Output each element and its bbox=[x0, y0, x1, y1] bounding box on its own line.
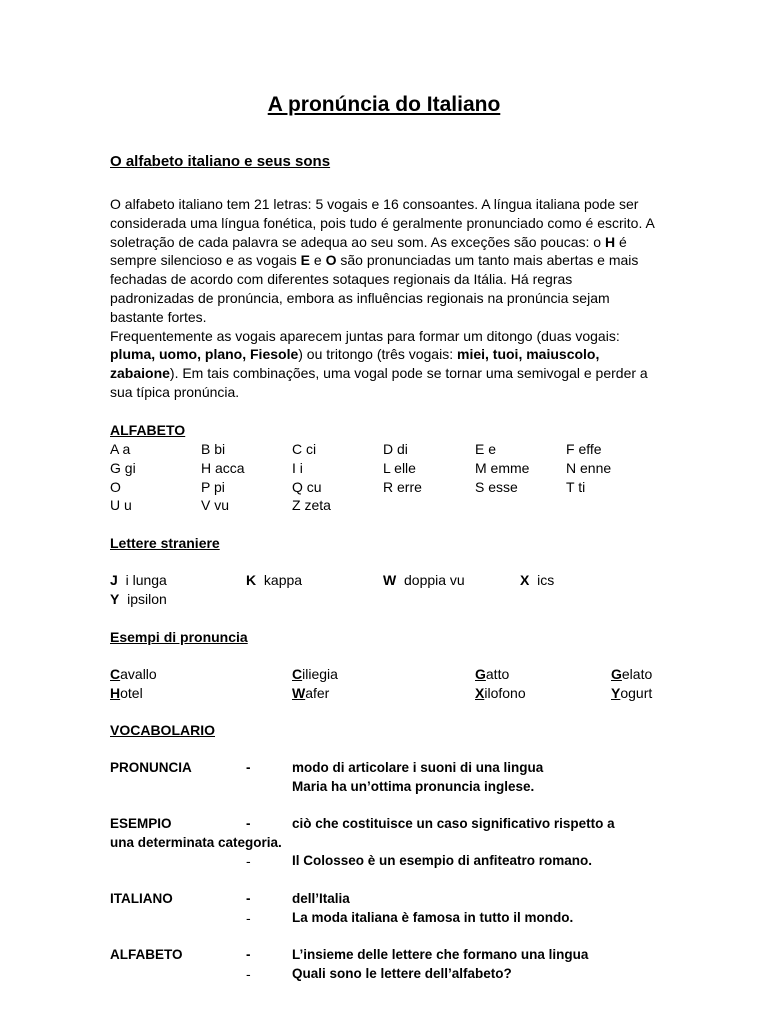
straniere-item bbox=[520, 571, 554, 589]
esempio-initial: G bbox=[475, 666, 486, 682]
alfabeto-cell: D di bbox=[383, 441, 408, 457]
foreign-letter: X bbox=[520, 572, 530, 588]
vocab-dash: - bbox=[246, 966, 251, 982]
vocab-example: Maria ha un’ottima pronuncia inglese. bbox=[292, 779, 535, 794]
esempio-rest: elato bbox=[621, 666, 653, 682]
alfabeto-cell: E e bbox=[475, 441, 497, 457]
straniere-heading: Lettere straniere bbox=[110, 535, 220, 551]
alfabeto-cell: B bi bbox=[201, 441, 226, 457]
esempi-heading: Esempi di pronuncia bbox=[110, 629, 248, 645]
straniere-item bbox=[110, 590, 167, 608]
alfabeto-cell: U u bbox=[110, 497, 132, 513]
vocab-definition: ciò che costituisce un caso significativo rispetto a bbox=[292, 816, 615, 831]
foreign-letter: J bbox=[110, 572, 118, 588]
vocab-example: Quali sono le lettere dell’alfabeto? bbox=[292, 966, 512, 981]
intro-text-segment: são pronunciadas um tanto mais abertas e mais fechadas de acordo com diferentes sotaques regionais da Itália. Há regras padronizadas de pronúncia, embora as influências regionais na pronúncia sejam bastante fortes. bbox=[110, 252, 639, 325]
esempio-word bbox=[475, 665, 509, 683]
alfabeto-cell: R erre bbox=[383, 479, 422, 495]
vocab-term: ITALIANO bbox=[110, 891, 173, 906]
intro-text-segment: ). Em tais combinações, uma vogal pode se tornar uma semivogal e perder a sua típica pronúncia. bbox=[110, 365, 648, 400]
foreign-letter: W bbox=[383, 572, 397, 588]
foreign-letter: Y bbox=[110, 591, 120, 607]
vocab-definition: dell’Italia bbox=[292, 891, 350, 906]
alfabeto-cell: T ti bbox=[566, 479, 586, 495]
alfabeto-cell: L elle bbox=[383, 460, 416, 476]
esempio-word bbox=[611, 684, 652, 702]
alfabeto-cell: Q cu bbox=[292, 479, 322, 495]
esempio-initial: W bbox=[292, 685, 306, 701]
esempio-initial: C bbox=[110, 666, 121, 682]
foreign-letter-name: ipsilon bbox=[127, 591, 167, 607]
letter-o-bold: O bbox=[325, 252, 337, 269]
straniere-item bbox=[246, 571, 302, 589]
vocab-definition-cont: una determinata categoria. bbox=[110, 835, 282, 850]
esempio-rest: atto bbox=[485, 666, 510, 682]
foreign-letter-name: ics bbox=[537, 572, 555, 588]
trittongo-examples: miei, tuoi, maiuscolo, zabaione bbox=[110, 346, 600, 382]
vocab-dash: - bbox=[246, 910, 251, 926]
vocabolario-heading: VOCABOLARIO bbox=[110, 722, 215, 738]
intro-text-segment: Frequentemente as vogais aparecem juntas para formar um ditongo (duas vogais: bbox=[110, 327, 620, 344]
esempio-initial: H bbox=[110, 685, 121, 701]
vocab-dash: - bbox=[246, 891, 251, 906]
foreign-letter-name: doppia vu bbox=[404, 572, 465, 588]
letter-e-bold: E bbox=[300, 252, 310, 269]
esempio-initial: C bbox=[292, 666, 303, 682]
vocab-dash: - bbox=[246, 853, 251, 869]
alfabeto-cell: C ci bbox=[292, 441, 317, 457]
alfabeto-heading: ALFABETO bbox=[110, 422, 186, 438]
alfabeto-cell: P pi bbox=[201, 479, 225, 495]
esempio-word bbox=[110, 684, 143, 702]
esempio-rest: avallo bbox=[120, 666, 157, 682]
vocab-example: Il Colosseo è un esempio di anfiteatro romano. bbox=[292, 853, 593, 868]
letter-h-bold: H bbox=[604, 233, 616, 250]
intro-paragraph-2 bbox=[110, 327, 658, 402]
esempio-initial: Y bbox=[611, 685, 621, 701]
esempio-initial: X bbox=[475, 685, 485, 701]
esempio-initial: G bbox=[611, 666, 622, 682]
esempio-rest: otel bbox=[120, 685, 143, 701]
alfabeto-cell: I i bbox=[292, 460, 303, 476]
alfabeto-cell: S esse bbox=[475, 479, 518, 495]
esempio-word bbox=[292, 665, 338, 683]
vocab-term: ESEMPIO bbox=[110, 816, 172, 831]
esempio-word bbox=[292, 684, 329, 702]
esempio-rest: ogurt bbox=[620, 685, 653, 701]
esempio-rest: iliegia bbox=[302, 666, 338, 682]
alfabeto-cell: V vu bbox=[201, 497, 230, 513]
straniere-item bbox=[110, 571, 167, 589]
intro-text-segment: é sempre silencioso e as vogais bbox=[110, 233, 627, 269]
vocab-definition: modo di articolare i suoni di una lingua bbox=[292, 760, 544, 775]
vocab-term: PRONUNCIA bbox=[110, 760, 192, 775]
intro-text-segment: e bbox=[310, 252, 326, 269]
esempio-word bbox=[110, 665, 157, 683]
section-subtitle: O alfabeto italiano e seus sons bbox=[110, 153, 331, 170]
alfabeto-cell: F effe bbox=[566, 441, 602, 457]
page-title: A pronúncia do Italiano bbox=[267, 93, 501, 116]
alfabeto-cell: N enne bbox=[566, 460, 612, 476]
esempio-word bbox=[475, 684, 526, 702]
esempio-word bbox=[611, 665, 652, 683]
intro-text-segment: O alfabeto italiano tem 21 letras: 5 vogais e 16 consoantes. A língua italiana pode ser considerada uma língua fonética, pois tudo é geralmente pronunciado como é escrito. A soletração de cada palavra se adequa ao seu som. As exceções são poucas: o bbox=[110, 196, 655, 250]
vocab-example: La moda italiana è famosa in tutto il mondo. bbox=[292, 910, 574, 925]
straniere-item bbox=[383, 571, 465, 589]
alfabeto-cell: M emme bbox=[475, 460, 530, 476]
alfabeto-cell: A a bbox=[110, 441, 131, 457]
vocab-dash: - bbox=[246, 816, 251, 831]
intro-paragraph-1 bbox=[110, 195, 658, 327]
intro-text-segment: ) ou tritongo (três vogais: bbox=[298, 346, 457, 363]
esempio-rest: afer bbox=[305, 685, 330, 701]
foreign-letter: K bbox=[246, 572, 257, 588]
alfabeto-cell: H acca bbox=[201, 460, 245, 476]
alfabeto-cell: O bbox=[110, 479, 121, 495]
alfabeto-cell: Z zeta bbox=[292, 497, 331, 513]
vocab-definition: L’insieme delle lettere che formano una lingua bbox=[292, 947, 589, 962]
foreign-letter-name: i lunga bbox=[125, 572, 167, 588]
alfabeto-cell: G gi bbox=[110, 460, 136, 476]
vocab-term: ALFABETO bbox=[110, 947, 183, 962]
vocab-dash: - bbox=[246, 947, 251, 962]
esempio-rest: ilofono bbox=[484, 685, 526, 701]
intro-text bbox=[110, 195, 658, 402]
dittongo-examples: pluma, uomo, plano, Fiesole bbox=[110, 346, 299, 363]
vocab-dash: - bbox=[246, 760, 251, 775]
foreign-letter-name: kappa bbox=[263, 572, 303, 588]
